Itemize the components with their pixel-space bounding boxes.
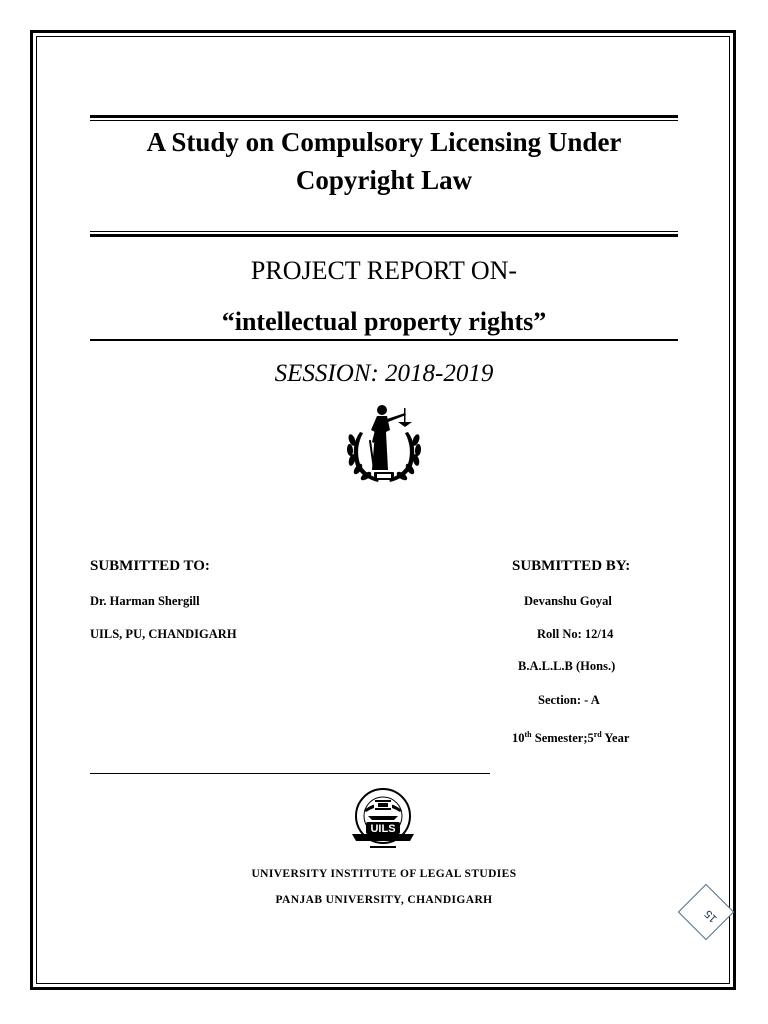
- title-rule-bottom: [90, 231, 678, 237]
- title-line-1: A Study on Compulsory Licensing Under: [146, 127, 622, 157]
- submitted-by-name: Devanshu Goyal: [524, 594, 612, 608]
- page-number: 15: [702, 907, 720, 925]
- submitted-by-label: SUBMITTED BY:: [512, 558, 631, 574]
- semester-year: [512, 727, 629, 746]
- topic-rule: [90, 339, 678, 341]
- signature-line: [90, 773, 490, 774]
- title-rule-top: [90, 115, 678, 121]
- semester-suffix: th: [524, 730, 532, 739]
- report-heading: PROJECT REPORT ON-: [250, 256, 518, 285]
- section: Section: - A: [538, 693, 600, 707]
- year-suffix: rd: [593, 730, 602, 739]
- title-line-2: Copyright Law: [295, 165, 473, 195]
- university-name: PANJAB UNIVERSITY, CHANDIGARH: [275, 894, 493, 906]
- semester-number: 10: [512, 731, 525, 746]
- course-name: B.A.L.L.B (Hons.): [518, 659, 616, 673]
- document-title: [90, 123, 678, 199]
- submitted-to-name: Dr. Harman Shergill: [90, 594, 200, 608]
- session-text: SESSION: 2018-2019: [274, 360, 494, 387]
- report-topic: “intellectual property rights”: [221, 307, 547, 336]
- lady-justice-icon: [344, 402, 424, 486]
- submitted-to-affiliation: UILS, PU, CHANDIGARH: [90, 627, 237, 641]
- logo-text: UILS: [370, 823, 396, 835]
- uils-seal-icon: [338, 788, 428, 852]
- institute-name: UNIVERSITY INSTITUTE OF LEGAL STUDIES: [251, 868, 517, 880]
- submitted-to-label: SUBMITTED TO:: [90, 558, 210, 574]
- roll-number: Roll No: 12/14: [537, 627, 614, 641]
- semester-text: Semester;5: [531, 731, 594, 746]
- year-text: Year: [601, 731, 630, 746]
